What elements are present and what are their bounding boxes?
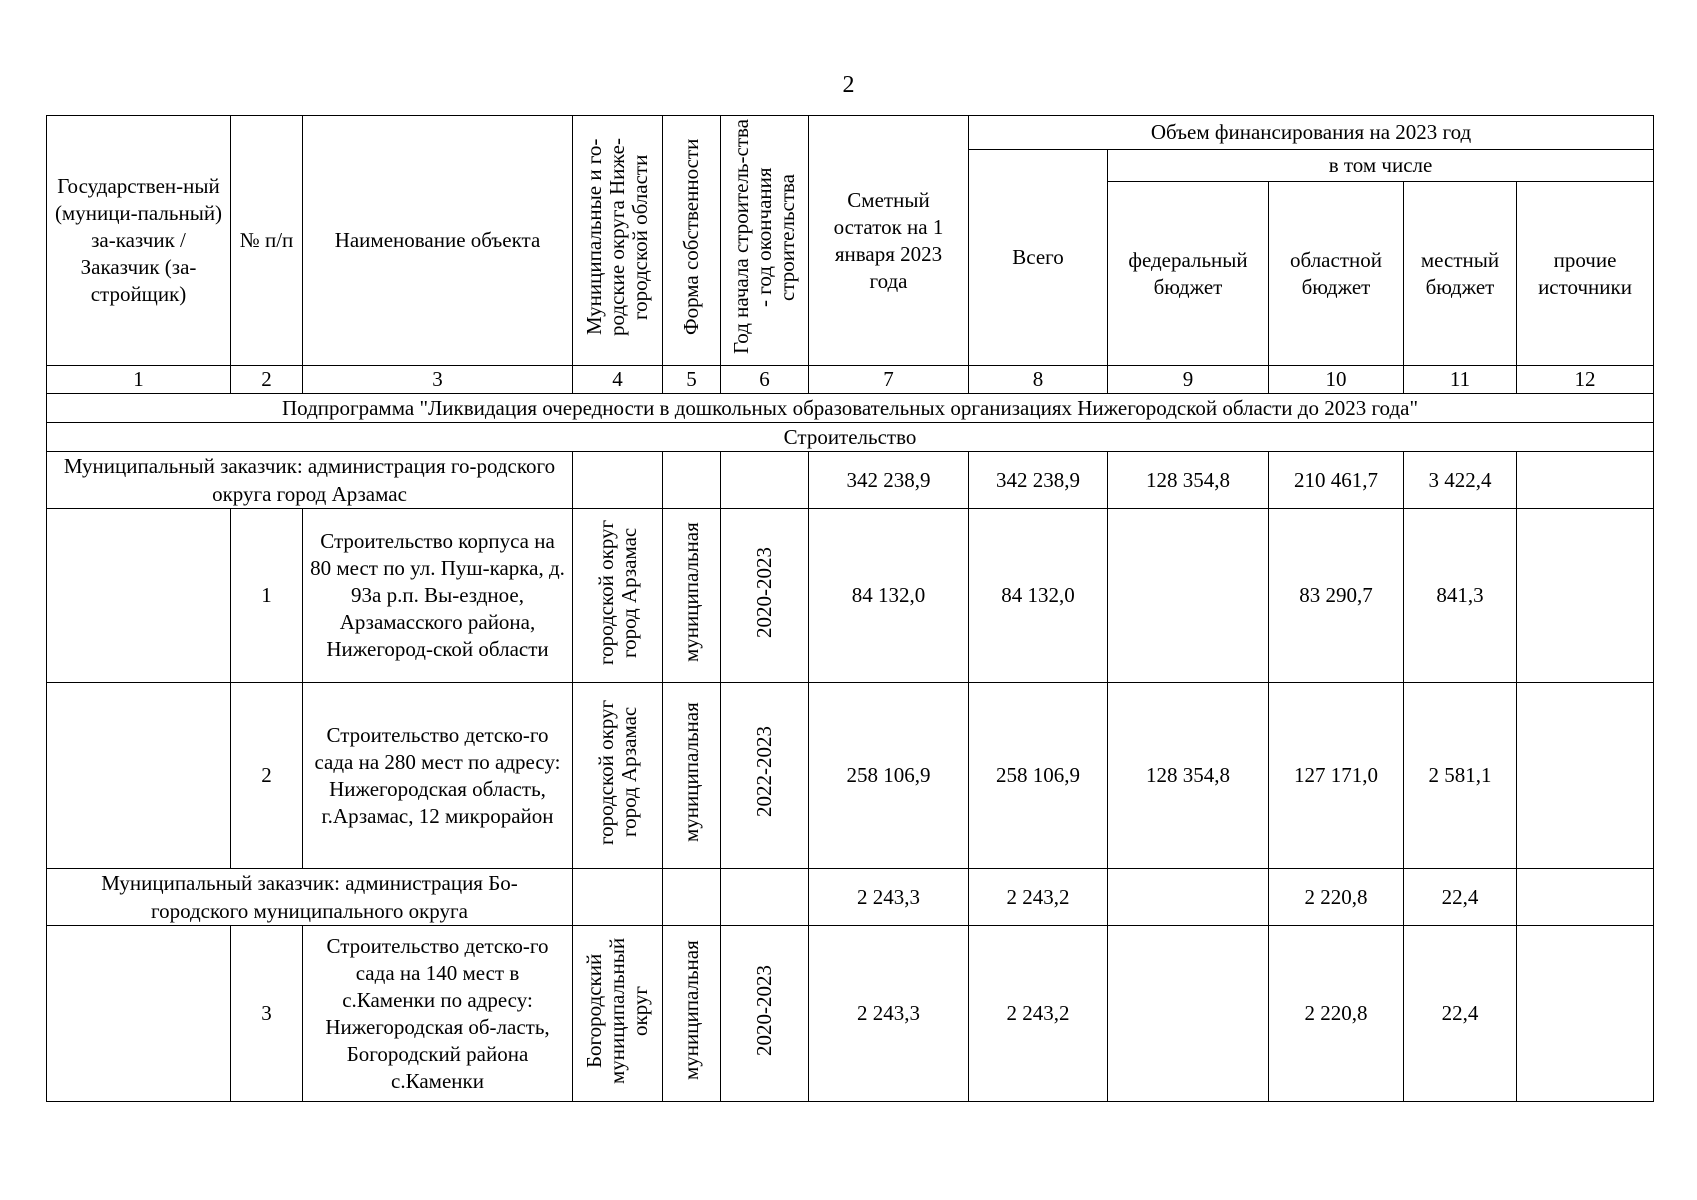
cell-regional: 2 220,8 [1269, 869, 1404, 926]
cell-regional: 127 171,0 [1269, 683, 1404, 869]
cell-years: 2020-2023 [721, 509, 809, 683]
colnum: 11 [1404, 366, 1517, 394]
cell-federal [1108, 869, 1269, 926]
header-row-1 [47, 116, 1654, 150]
group-customer: Муниципальный заказчик: администрация го-родского округа город Арзамас [47, 452, 573, 509]
colnum: 3 [303, 366, 573, 394]
cell-years: 2020-2023 [721, 926, 809, 1102]
cell [573, 452, 663, 509]
cell-district: городской округ город Арзамас [573, 683, 663, 869]
group-customer: Муниципальный заказчик: администрация Бо-городского муниципального округа [47, 869, 573, 926]
cell-years: 2022-2023 [721, 683, 809, 869]
cell-regional: 210 461,7 [1269, 452, 1404, 509]
cell-local: 3 422,4 [1404, 452, 1517, 509]
cell-estimate: 84 132,0 [809, 509, 969, 683]
cell-federal [1108, 509, 1269, 683]
colnum: 1 [47, 366, 231, 394]
cell-local: 22,4 [1404, 869, 1517, 926]
cell [47, 926, 231, 1102]
colnum: 8 [969, 366, 1108, 394]
header-other: прочие источники [1517, 182, 1654, 366]
cell-local: 2 581,1 [1404, 683, 1517, 869]
column-numbers-row [47, 366, 1654, 394]
cell-object-name: Строительство корпуса на 80 мест по ул. Пуш-карка, д. 93а р.п. Вы-ездное, Арзамасского района, Нижегород-ской области [303, 509, 573, 683]
cell [721, 869, 809, 926]
cell [47, 509, 231, 683]
cell-other [1517, 926, 1654, 1102]
section-row [47, 423, 1654, 452]
header-federal: федеральный бюджет [1108, 182, 1269, 366]
cell-estimate: 258 106,9 [809, 683, 969, 869]
header-ownership: Форма собственности [663, 116, 721, 366]
cell [573, 869, 663, 926]
cell-object-name: Строительство детско-го сада на 280 мест по адресу: Нижегородская область, г.Арзамас, 12 микрорайон [303, 683, 573, 869]
group-row [47, 869, 1654, 926]
cell-regional: 2 220,8 [1269, 926, 1404, 1102]
cell-ownership: муниципальная [663, 683, 721, 869]
colnum: 10 [1269, 366, 1404, 394]
colnum: 6 [721, 366, 809, 394]
cell-estimate: 2 243,3 [809, 926, 969, 1102]
cell-district: Богородский муниципальный округ [573, 926, 663, 1102]
colnum: 12 [1517, 366, 1654, 394]
header-years: Год начала строитель-ства - год окончания строительства [721, 116, 809, 366]
cell-total: 258 106,9 [969, 683, 1108, 869]
cell [663, 452, 721, 509]
cell-federal: 128 354,8 [1108, 683, 1269, 869]
cell-regional: 83 290,7 [1269, 509, 1404, 683]
colnum: 2 [231, 366, 303, 394]
cell-number: 3 [231, 926, 303, 1102]
cell-total: 2 243,2 [969, 869, 1108, 926]
header-customer: Государствен-ный (муници-пальный) за-казчик / Заказчик (за-стройщик) [47, 116, 231, 366]
table-row [47, 683, 1654, 869]
colnum: 5 [663, 366, 721, 394]
cell-total: 2 243,2 [969, 926, 1108, 1102]
cell-other [1517, 869, 1654, 926]
financing-table [46, 115, 1654, 1102]
cell-total: 84 132,0 [969, 509, 1108, 683]
header-number: № п/п [231, 116, 303, 366]
cell-other [1517, 452, 1654, 509]
header-district: Муниципальные и го-родские округа Ниже-городской области [573, 116, 663, 366]
header-estimate-balance: Сметный остаток на 1 января 2023 года [809, 116, 969, 366]
cell [721, 452, 809, 509]
cell [47, 683, 231, 869]
header-funding: Объем финансирования на 2023 год [969, 116, 1654, 150]
cell-district: городской округ город Арзамас [573, 509, 663, 683]
colnum: 4 [573, 366, 663, 394]
header-regional: областной бюджет [1269, 182, 1404, 366]
cell-number: 1 [231, 509, 303, 683]
header-total: Всего [969, 150, 1108, 366]
header-local: местный бюджет [1404, 182, 1517, 366]
cell-object-name: Строительство детско-го сада на 140 мест в с.Каменки по адресу: Нижегородская об-ласть, Богородский района с.Каменки [303, 926, 573, 1102]
cell-local: 841,3 [1404, 509, 1517, 683]
cell [663, 869, 721, 926]
cell-estimate: 2 243,3 [809, 869, 969, 926]
cell-federal [1108, 926, 1269, 1102]
page-number: 2 [842, 72, 855, 98]
table-row [47, 509, 1654, 683]
header-object-name: Наименование объекта [303, 116, 573, 366]
cell-local: 22,4 [1404, 926, 1517, 1102]
header-including: в том числе [1108, 150, 1654, 182]
cell-total: 342 238,9 [969, 452, 1108, 509]
cell-number: 2 [231, 683, 303, 869]
section-title: Строительство [47, 423, 1654, 452]
colnum: 7 [809, 366, 969, 394]
colnum: 9 [1108, 366, 1269, 394]
table-row [47, 926, 1654, 1102]
cell-ownership: муниципальная [663, 926, 721, 1102]
subprogram-title: Подпрограмма "Ликвидация очередности в дошкольных образовательных организациях Нижегородской области до 2023 года" [47, 394, 1654, 423]
cell-other [1517, 683, 1654, 869]
cell-other [1517, 509, 1654, 683]
subprogram-row [47, 394, 1654, 423]
cell-federal: 128 354,8 [1108, 452, 1269, 509]
cell-estimate: 342 238,9 [809, 452, 969, 509]
group-row [47, 452, 1654, 509]
cell-ownership: муниципальная [663, 509, 721, 683]
